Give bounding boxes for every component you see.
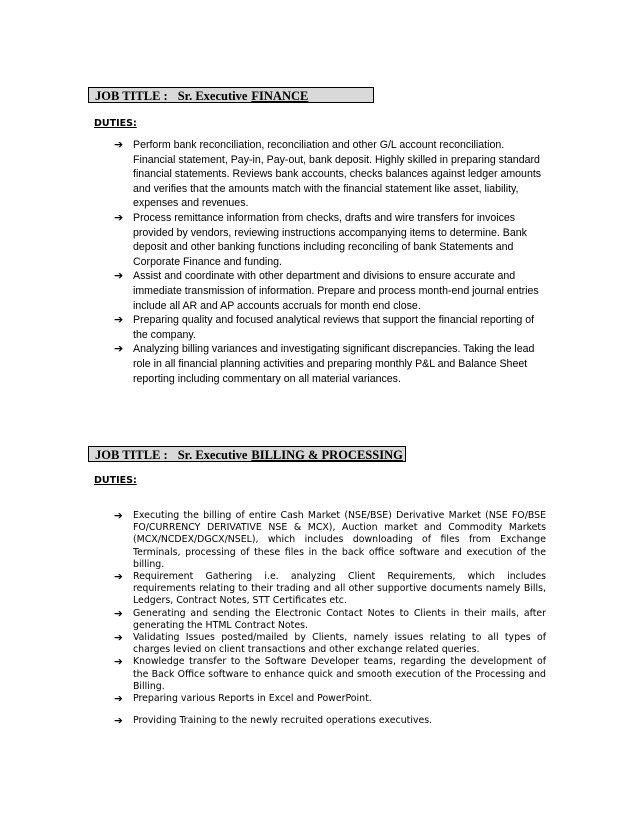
duty-text: Validating Issues posted/mailed by Clients, namely issues relating to all types of charges levied on client transactions and other exchange related queries. xyxy=(133,632,546,656)
arrow-right-icon: ➔ xyxy=(114,138,124,151)
list-item xyxy=(114,693,546,705)
arrow-right-icon: ➔ xyxy=(114,607,123,620)
job-title-box-billing xyxy=(88,446,406,462)
job-department: BILLING & PROCESSING xyxy=(251,448,403,462)
duty-text: Analyzing billing variances and investigating significant discrepancies. Taking the lead role in all financial planning activities and preparing monthly P&L and Balance Sheet reporting including commentary on all material variances. xyxy=(133,343,535,385)
arrow-right-icon: ➔ xyxy=(114,313,124,327)
duty-text: Knowledge transfer to the Software Developer teams, regarding the development of the Back Office software to enhance quick and smooth execution of the Processing and Billing. xyxy=(133,656,546,692)
duty-text: Process remittance information from checks, drafts and wire transfers for invoices provided by vendors, reviewing instructions accompanying items to determine. Bank deposit and other banking functions including reconciling of bank Statements and Corporate Finance and funding. xyxy=(133,211,527,268)
finance-duties-list xyxy=(114,138,546,386)
duties-heading: DUTIES: xyxy=(94,118,137,129)
list-item xyxy=(114,608,546,632)
job-title-label: JOB TITLE : xyxy=(95,89,168,103)
list-item xyxy=(114,342,546,386)
duty-text: Generating and sending the Electronic Contact Notes to Clients in their mails, after generating the HTML Contract Notes. xyxy=(133,607,546,631)
duty-text: Executing the billing of entire Cash Market (NSE/BSE) Derivative Market (NSE FO/BSE FO/CURRENCY DERIVATIVE NSE & MCX), Auction market and Commodity Markets (MCX/NCDEX/DGCX/NSEL), which includes downloading of files from Exchange Terminals, processing of these files in the back office software and execution of the billing. xyxy=(133,510,546,570)
arrow-right-icon: ➔ xyxy=(114,656,123,669)
duty-text: Preparing various Reports in Excel and PowerPoint. xyxy=(133,693,372,705)
arrow-right-icon: ➔ xyxy=(114,342,124,356)
list-item xyxy=(114,632,546,656)
job-department: FINANCE xyxy=(251,89,309,103)
job-title-box-finance xyxy=(88,87,374,103)
duty-text: Perform bank reconciliation, reconciliation and other G/L account reconciliation. Financial statement, Pay-in, Pay-out, bank deposit. Highly skilled in preparing standard financial statements. Reviews bank accounts, checks balances against ledger amounts and verifies that the amounts match with the financial statement like asset, liability, expenses and revenues. xyxy=(133,139,542,210)
job-title-label: JOB TITLE : xyxy=(95,448,168,462)
arrow-right-icon: ➔ xyxy=(114,715,123,728)
list-item xyxy=(114,138,546,211)
list-item xyxy=(114,510,546,571)
arrow-right-icon: ➔ xyxy=(114,571,123,584)
arrow-right-icon: ➔ xyxy=(114,269,124,283)
duty-text: Providing Training to the newly recruited operations executives. xyxy=(133,715,433,727)
duty-text: Preparing quality and focused analytical reviews that support the financial reporting of the company. xyxy=(133,314,535,341)
list-item xyxy=(114,211,546,269)
list-item xyxy=(114,656,546,693)
duty-text: Assist and coordinate with other department and divisions to ensure accurate and immediate transmission of information. Prepare and process month-end journal entries include all AR and AP accounts accruals for month end close. xyxy=(133,270,539,312)
list-item xyxy=(114,269,546,313)
list-item xyxy=(114,715,546,727)
arrow-right-icon: ➔ xyxy=(114,210,124,224)
duty-text: Requirement Gathering i.e. analyzing Client Requirements, which includes requirements relating to their trading and all other supportive documents namely Bills, Ledgers, Contract Notes, STT Certificates etc. xyxy=(133,571,546,607)
arrow-right-icon: ➔ xyxy=(114,693,123,706)
list-item xyxy=(114,313,546,342)
job-role: Sr. Executive xyxy=(177,448,248,462)
list-item xyxy=(114,571,546,608)
duties-heading: DUTIES: xyxy=(94,475,137,486)
arrow-right-icon: ➔ xyxy=(114,632,123,645)
job-role: Sr. Executive xyxy=(177,89,248,103)
billing-duties-list xyxy=(114,510,546,727)
arrow-right-icon: ➔ xyxy=(114,510,123,522)
